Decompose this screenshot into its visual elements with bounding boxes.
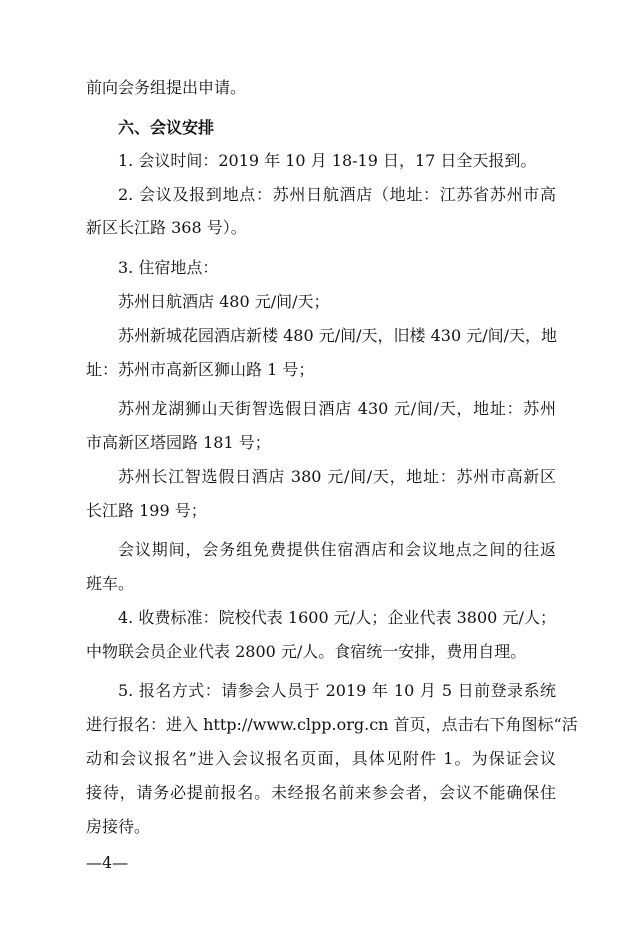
text-line-fees-cont: 中物联会员企业代表 2800 元/人。食宿统一安排，费用自理。 [86, 642, 527, 661]
text-line-hotel-3: 苏州龙湖狮山天街智选假日酒店 430 元/间/天，地址：苏州 [118, 399, 556, 418]
text-line-hotel-4-cont: 长江路 199 号； [86, 501, 207, 520]
text-line-shuttle-cont: 班车。 [86, 574, 135, 593]
text-line-registration: 5. 报名方式：请参会人员于 2019 年 10 月 5 日前登录系统 [118, 681, 556, 700]
text-line-registration-2: 进行报名：进入 http://www.clpp.org.cn 首页，点击右下角图标“活 [86, 715, 578, 734]
text-line-hotel-3-cont: 市高新区塔园路 181 号； [86, 433, 271, 452]
text-line-hotel-2-cont: 址：苏州市高新区狮山路 1 号； [86, 360, 315, 379]
text-line-hotel-4: 苏州长江智选假日酒店 380 元/间/天，地址：苏州市高新区 [118, 467, 556, 486]
text-line-registration-3: 动和会议报名”进入会议报名页面，具体见附件 1。为保证会议 [86, 749, 556, 768]
text-line-registration-5: 房接待。 [86, 817, 151, 836]
text-line-meeting-time: 1. 会议时间：2019 年 10 月 18-19 日，17 日全天报到。 [118, 151, 537, 170]
section-heading: 六、会议安排 [118, 118, 215, 137]
text-line-venue: 2. 会议及报到地点：苏州日航酒店（地址：江苏省苏州市高 [118, 185, 556, 204]
text-line-fees: 4. 收费标准：院校代表 1600 元/人；企业代表 3800 元/人； [118, 608, 556, 627]
text-line-registration-4: 接待，请务必提前报名。未经报名前来参会者，会议不能确保住 [86, 783, 556, 802]
text-line-lodging-title: 3. 住宿地点： [118, 258, 219, 277]
page-number: —4— [86, 853, 129, 872]
text-line-venue-cont: 新区长江路 368 号）。 [86, 218, 247, 237]
text-line-hotel-2: 苏州新城花园酒店新楼 480 元/间/天，旧楼 430 元/间/天，地 [118, 326, 557, 345]
text-line-1: 前向会务组提出申请。 [86, 78, 247, 97]
text-line-shuttle: 会议期间，会务组免费提供住宿酒店和会议地点之间的往返 [118, 540, 556, 559]
text-line-hotel-1: 苏州日航酒店 480 元/间/天； [118, 292, 330, 311]
